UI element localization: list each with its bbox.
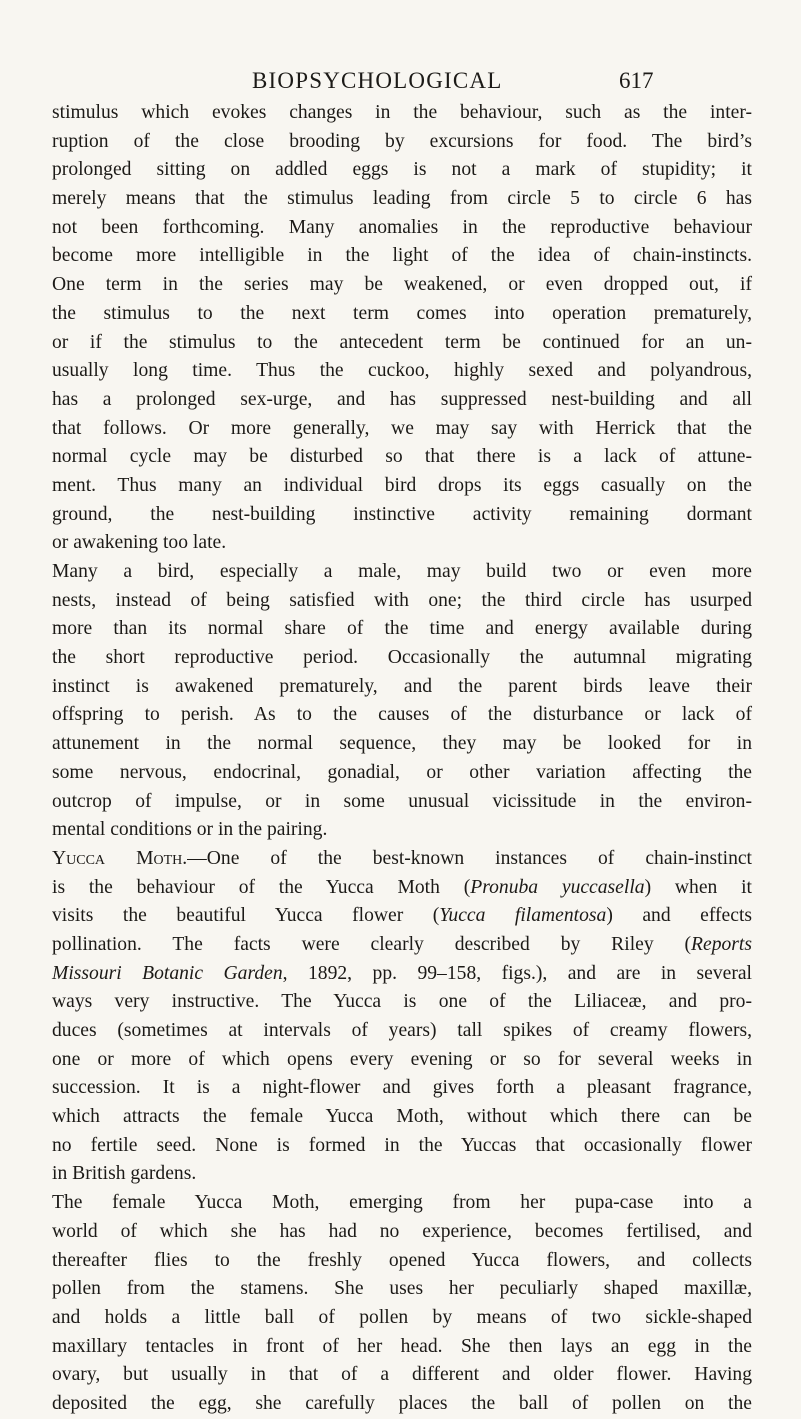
- text-line: [52, 931, 752, 960]
- text-line: outcrop of impulse, or in some unusual vicissitude in the environ-: [52, 790, 752, 812]
- text-segment: visits the beautiful Yucca flower (: [52, 905, 440, 927]
- text-line: thereafter flies to the freshly opened Yucca flowers, and collects: [52, 1249, 752, 1271]
- text-line: usually long time. Thus the cuckoo, highly sexed and polyandrous,: [52, 360, 752, 382]
- text-segment: , 1892, pp. 99–158, figs.), and are in several: [282, 962, 752, 984]
- text-line: Many a bird, especially a male, may build two or even more: [52, 561, 752, 582]
- text-line: ruption of the close brooding by excursions for food. The bird’s: [52, 130, 752, 152]
- text-line: some nervous, endocrinal, gonadial, or other variation affecting the: [52, 761, 752, 783]
- page-number: 617: [619, 68, 654, 93]
- text-segment: ) and effects: [606, 905, 753, 927]
- text-line: succession. It is a night-flower and gives forth a pleasant fragrance,: [52, 1077, 752, 1099]
- text-line: world of which she has had no experience, becomes fertilised, and: [52, 1220, 752, 1242]
- text-line: [52, 845, 752, 874]
- text-line: [52, 960, 752, 989]
- italic-text: Reports: [691, 933, 752, 955]
- running-head: BIOPSYCHOLOGICAL: [252, 68, 503, 93]
- text-line: or if the stimulus to the antecedent term be continued for an un-: [52, 331, 752, 353]
- text-line: more than its normal share of the time and energy available during: [52, 618, 752, 640]
- text-line: one or more of which opens every evening or so for several weeks in: [52, 1048, 752, 1070]
- text-line: One term in the series may be weakened, or even dropped out, if: [52, 274, 752, 296]
- text-line: nests, instead of being satisfied with one; the third circle has usurped: [52, 589, 752, 611]
- italic-text: Missouri Botanic Garden: [52, 962, 283, 984]
- text-segment: pollination. The facts were clearly described by Riley (: [52, 933, 692, 955]
- text-segment: ) when it: [644, 876, 752, 898]
- text-line: that follows. Or more generally, we may say with Herrick that the: [52, 417, 752, 439]
- text-line: [52, 902, 752, 931]
- text-line: normal cycle may be disturbed so that there is a lack of attune-: [52, 446, 752, 468]
- text-line: the stimulus to the next term comes into operation prematurely,: [52, 302, 752, 324]
- text-line: deposited the egg, she carefully places the ball of pollen on the: [52, 1392, 752, 1414]
- text-line: not been forthcoming. Many anomalies in the reproductive behaviour: [52, 216, 752, 238]
- text-line: attunement in the normal sequence, they may be looked for in: [52, 733, 752, 755]
- text-line: [52, 874, 752, 903]
- text-segment: is the behaviour of the Yucca Moth (: [52, 876, 471, 898]
- text-line: maxillary tentacles in front of her head. She then lays an egg in the: [52, 1335, 752, 1357]
- text-line: ovary, but usually in that of a different and older flower. Having: [52, 1364, 752, 1386]
- page-header: [0, 68, 801, 98]
- text-line: duces (sometimes at intervals of years) tall spikes of creamy flowers,: [52, 1020, 752, 1041]
- text-line: has a prolonged sex-urge, and has suppressed nest-building and all: [52, 388, 752, 410]
- text-line: no fertile seed. None is formed in the Yuccas that occasionally flower: [52, 1134, 752, 1156]
- italic-text: Yucca filamentosa: [439, 905, 607, 927]
- text-segment: .—One of the best-known instances of chain-instinct: [182, 847, 753, 869]
- text-line: pollen from the stamens. She uses her peculiarly shaped maxillæ,: [52, 1278, 752, 1300]
- text-line: in British gardens.: [52, 1163, 197, 1185]
- body-text: [52, 99, 752, 1419]
- text-line: which attracts the female Yucca Moth, without which there can be: [52, 1106, 752, 1128]
- small-caps-heading: Yucca Moth: [52, 847, 183, 869]
- text-line: and holds a little ball of pollen by means of two sickle-shaped: [52, 1306, 752, 1328]
- text-line: ground, the nest-building instinctive activity remaining dormant: [52, 503, 752, 525]
- text-line: the short reproductive period. Occasionally the autumnal migrating: [52, 647, 752, 669]
- text-line: become more intelligible in the light of the idea of chain-instincts.: [52, 245, 752, 267]
- italic-text: Pronuba yuccasella: [470, 876, 645, 898]
- text-line: stimulus which evokes changes in the behaviour, such as the inter-: [52, 102, 752, 123]
- text-line: instinct is awakened prematurely, and the parent birds leave their: [52, 675, 752, 697]
- text-line: ways very instructive. The Yucca is one of the Liliaceæ, and pro-: [52, 991, 752, 1013]
- text-line: merely means that the stimulus leading from circle 5 to circle 6 has: [52, 188, 752, 210]
- text-line: The female Yucca Moth, emerging from her pupa-case into a: [52, 1192, 752, 1214]
- text-line: ment. Thus many an individual bird drops its eggs casually on the: [52, 474, 752, 496]
- text-line: or awakening too late.: [52, 532, 227, 554]
- text-line: mental conditions or in the pairing.: [52, 819, 328, 841]
- text-line: prolonged sitting on addled eggs is not a mark of stupidity; it: [52, 159, 752, 181]
- text-line: offspring to perish. As to the causes of the disturbance or lack of: [52, 704, 752, 726]
